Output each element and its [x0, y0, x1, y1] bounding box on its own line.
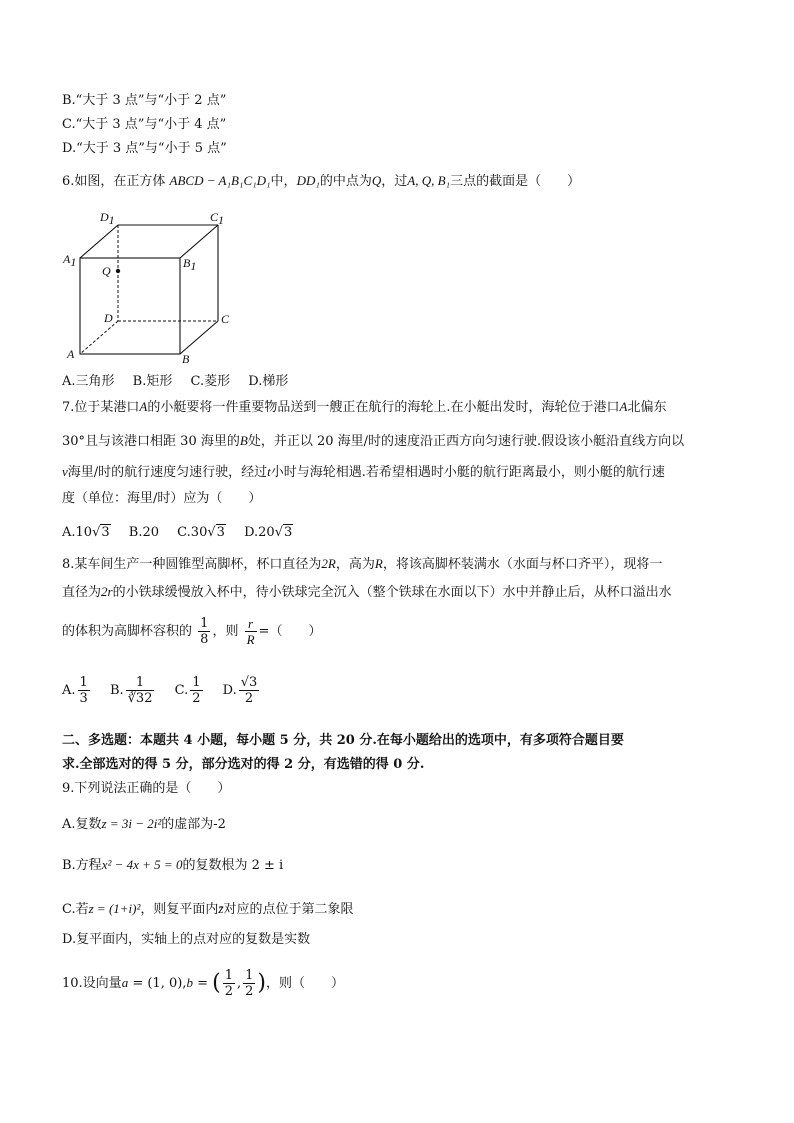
q8-option-d: D. $\frac{√3}{2}$	[222, 675, 258, 706]
vector-b: b	[186, 975, 193, 990]
label-d1: D1	[100, 210, 115, 227]
label-c1: C1	[210, 210, 225, 227]
q6-options	[62, 373, 302, 391]
q6-stem: 6.如图，在正方体 ABCD − A₁B₁C₁D₁中，DD₁的中点为Q，过A, Q, B₁三点的截面是（ ）	[62, 173, 581, 189]
q7-option-b: B.20	[128, 525, 160, 540]
edge-b1c1	[180, 225, 218, 258]
q8-option-b: B. $\frac{1}{∛32}$	[109, 675, 153, 706]
section2-heading-line2: 求.全部选对的得 5 分，部分选对的得 2 分，有选错的得 0 分.	[62, 757, 425, 772]
q5-option-d: D.“大于 3 点”与“小于 5 点”	[62, 141, 227, 156]
q7-options	[62, 524, 307, 542]
q5-option-b: B.“大于 3 点”与“小于 2 点”	[62, 93, 227, 108]
label-q: Q	[102, 264, 111, 278]
q9-stem: 9.下列说法正确的是（ ）	[62, 781, 231, 796]
q7-line4: 度（单位：海里/时）应为（ ）	[62, 491, 262, 506]
q7-line2: 30°且与该港口相距 30 海里的B处，并正以 20 海里/时的速度沿正西方向匀速行驶.假设该小艇沿直线方向以	[62, 433, 685, 449]
section2-heading-line1: 二、多选题：本题共 4 小题，每小题 5 分，共 20 分.在每小题给出的选项中，有多项符合题目要	[62, 733, 624, 748]
q10-stem: 10.设向量a = (1, 0),b = ( $\frac{1}{2}$ , $\frac{1}{2}$ )，则（ ）	[62, 968, 345, 999]
q8-line2: 直径为2r的小铁球缓慢放入杯中，待小铁球完全沉入（整个铁球在水面以下）水中并静止后，从杯口溢出水	[62, 584, 672, 600]
cube-figure	[60, 205, 240, 365]
q8-option-a: A. $\frac{1}{3}$	[62, 675, 88, 706]
q7-line3: v海里/时的航行速度匀速行驶，经过t小时与海轮相遇.若希望相遇时小艇的航行距离最小，则小艇的航行速	[62, 464, 665, 480]
q6-option-b: B.矩形	[132, 374, 173, 389]
label-d: D	[104, 311, 113, 325]
vector-a: a	[121, 975, 129, 990]
q7-option-a: A.10√3	[62, 525, 110, 540]
q7-line1: 7.位于某港口A的小艇要将一件重要物品送到一艘正在航行的海轮上.在小艇出发时，海轮位于港口A北偏东	[62, 399, 667, 415]
q6-option-a: A.三角形	[62, 374, 115, 389]
q8-options	[62, 675, 275, 706]
q8-line1: 8.某车间生产一种圆锥型高脚杯，杯口直径为2R，高为R，将该高脚杯装满水（水面与杯口齐平），现将一	[62, 556, 663, 572]
label-a: A	[67, 347, 75, 361]
q7-option-c: C.30√3	[177, 525, 225, 540]
point-q	[116, 269, 120, 273]
q9-option-b: B.方程x² − 4x + 5 = 0的复数根为 2 ± i	[62, 857, 284, 873]
edge-da	[80, 321, 118, 354]
q8-ratio: $\frac{r}{R}$	[246, 616, 255, 647]
q5-option-c: C.“大于 3 点”与“小于 4 点”	[62, 117, 227, 132]
label-b1: B1	[183, 256, 197, 273]
q9-option-c: C.若z = (1+i)²，则复平面内z̄对应的点位于第二象限	[62, 901, 354, 917]
q6-option-c: C.菱形	[190, 374, 231, 389]
q9-option-a: A.复数z = 3i − 2i²的虚部为-2	[62, 816, 226, 832]
q7-option-d: D.20√3	[244, 525, 293, 540]
q6-option-d: D.梯形	[248, 374, 289, 389]
label-a1: A1	[63, 252, 77, 269]
q9-option-d: D.复平面内，实轴上的点对应的复数是实数	[62, 932, 311, 947]
label-c: C	[221, 312, 230, 326]
edge-bc	[180, 321, 218, 354]
edge-a1d1	[80, 225, 118, 258]
q8-option-c: C. $\frac{1}{2}$	[174, 675, 201, 706]
front-face	[80, 258, 180, 354]
label-b: B	[182, 352, 190, 365]
q8-line3: 的体积为高脚杯容积的 $\frac{1}{8}$ ，则 $\frac{r}{R}$ =（ ）	[62, 616, 322, 647]
q8-fraction: $\frac{1}{8}$	[200, 616, 209, 647]
